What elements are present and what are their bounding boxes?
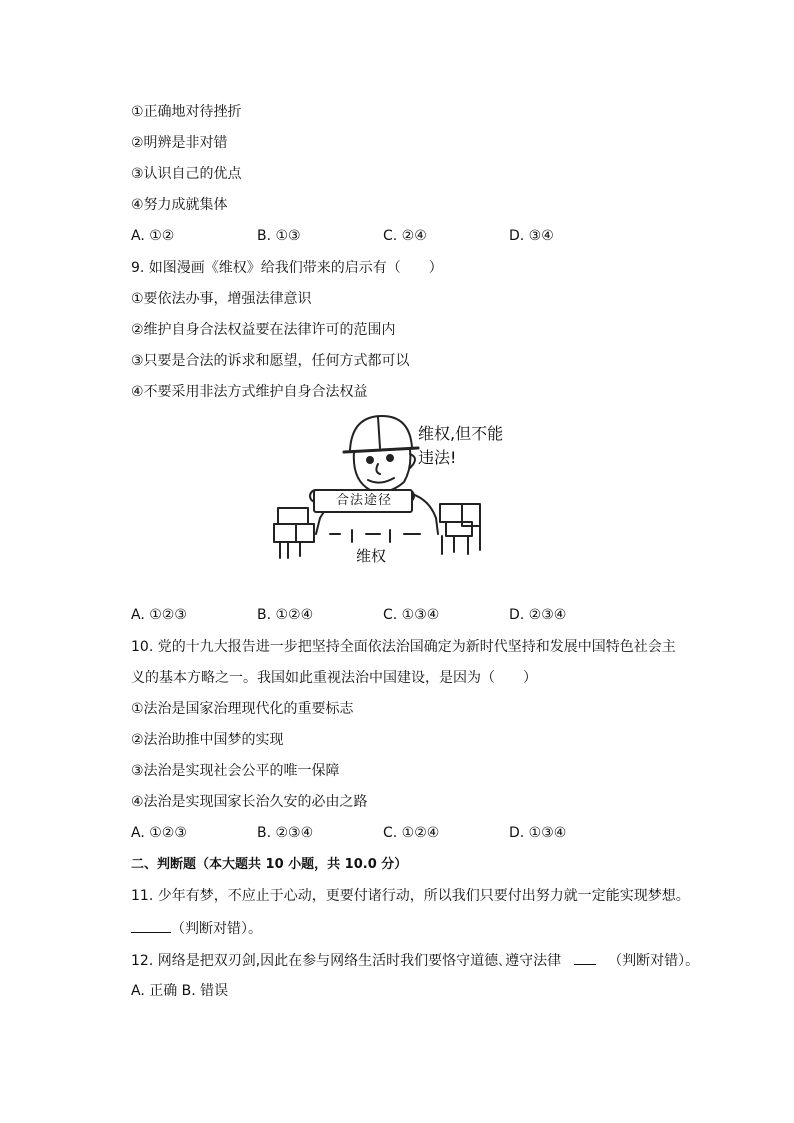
- q10-option-3: ③法治是实现社会公平的唯一保障: [131, 763, 340, 779]
- q8-option-2: ②明辨是非对错: [131, 135, 228, 151]
- q11-statement: 11. 少年有梦，不应止于心动，更要付诸行动，所以我们只要付出努力就一定能实现梦想。: [131, 888, 690, 904]
- q8-option-1: ①正确地对待挫折: [131, 104, 242, 120]
- cartoon-sign-text: 合法途径: [335, 493, 392, 508]
- section-2-title: 二、判断题（本大题共 10 小题，共 10.0 分）: [131, 857, 408, 872]
- q8-choice-b[interactable]: B. ①③: [257, 228, 301, 244]
- q12-statement: 12. 网络是把双刃剑,因此在参与网络生活时我们要恪守道德､遵守法律: [131, 953, 562, 969]
- q9-choice-a[interactable]: A. ①②③: [131, 607, 187, 623]
- q10-option-1: ①法治是国家治理现代化的重要标志: [131, 701, 354, 717]
- q12-judge-hint: （判断对错）。: [608, 953, 700, 969]
- q8-choice-c[interactable]: C. ②④: [383, 228, 427, 244]
- cartoon-speech-line-1: 维权,但不能: [418, 424, 504, 443]
- q9-choice-c[interactable]: C. ①③④: [383, 607, 440, 623]
- q9-option-4: ④不要采用非法方式维护自身合法权益: [131, 384, 368, 400]
- q9-stem: 9. 如图漫画《维权》给我们带来的启示有（ ）: [131, 260, 443, 276]
- q9-choice-d[interactable]: D. ②③④: [509, 607, 567, 623]
- q11-answer-blank[interactable]: [131, 918, 171, 933]
- q8-choice-a[interactable]: A. ①②: [131, 228, 175, 244]
- q12-answer-blank[interactable]: [574, 950, 596, 965]
- q9-option-1: ①要依法办事，增强法律意识: [131, 291, 312, 307]
- q10-choice-b[interactable]: B. ②③④: [257, 825, 314, 841]
- q12-answer-choices[interactable]: A. 正确 B. 错误: [131, 983, 229, 999]
- q10-stem-line-2: 义的基本方略之一。我国如此重视法治中国建设，是因为（ ）: [131, 670, 537, 686]
- q9-cartoon: [270, 408, 520, 573]
- q8-option-3: ③认识自己的优点: [131, 166, 242, 182]
- q10-choice-d[interactable]: D. ①③④: [509, 825, 567, 841]
- q12-statement-line: [131, 950, 699, 970]
- q11-answer-line: [131, 918, 262, 938]
- q10-choice-a[interactable]: A. ①②③: [131, 825, 187, 841]
- q9-choice-b[interactable]: B. ①②④: [257, 607, 314, 623]
- q8-option-4: ④努力成就集体: [131, 197, 228, 213]
- q10-option-2: ②法治助推中国梦的实现: [131, 732, 284, 748]
- q10-stem-line-1: 10. 党的十九大报告进一步把坚持全面依法治国确定为新时代坚持和发展中国特色社会主: [131, 639, 676, 655]
- q9-option-2: ②维护自身合法权益要在法律许可的范围内: [131, 322, 396, 338]
- cartoon-caption: 维权: [356, 547, 387, 565]
- q10-option-4: ④法治是实现国家长治久安的必由之路: [131, 794, 368, 810]
- cartoon-speech-line-2: 违法!: [418, 448, 457, 467]
- q8-choice-d[interactable]: D. ③④: [509, 228, 554, 244]
- q11-judge-hint: （判断对错）。: [171, 921, 262, 937]
- q9-option-3: ③只要是合法的诉求和愿望，任何方式都可以: [131, 353, 410, 369]
- q10-choice-c[interactable]: C. ①②④: [383, 825, 440, 841]
